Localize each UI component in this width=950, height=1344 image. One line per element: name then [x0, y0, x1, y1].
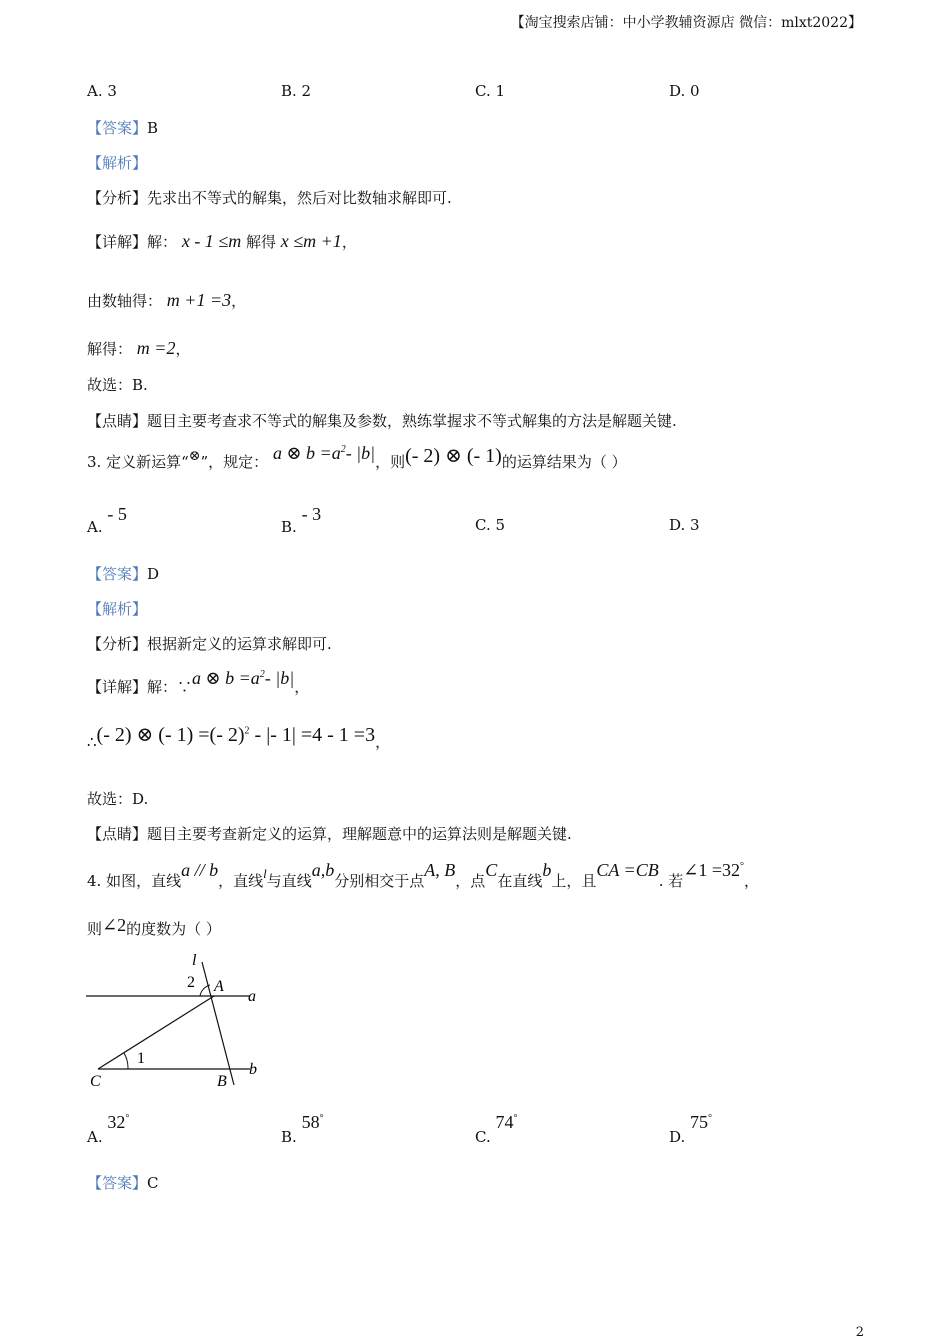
q3-computation [87, 724, 391, 753]
q2-comma: ， [341, 233, 357, 251]
q4-stem-d: 分别相交于点 [334, 872, 425, 890]
q2-detail [87, 231, 357, 252]
q4-stem-c: 与直线 [266, 872, 312, 890]
q4-option-a-label: A. [87, 1128, 103, 1146]
answer-tag: 【答案】 [87, 119, 148, 137]
page-header: 【淘宝搜索店铺：中小学教辅资源店 微信：mlxt2022】 [510, 15, 862, 31]
q4-answer-value: C [147, 1174, 159, 1192]
comment-tag: 【点睛】 [87, 825, 148, 843]
q4-parallel: a // b [181, 860, 219, 880]
q4-points-ab: A, B [424, 860, 456, 880]
therefore-symbol: ∴ [87, 733, 97, 751]
q3-answer [87, 563, 159, 584]
label-B: B [217, 1073, 227, 1090]
q4-stem2-b: 的度数为（ ） [126, 920, 221, 938]
q4-option-b-label: B. [281, 1128, 297, 1146]
q4-option-c-value: 74° [495, 1112, 518, 1132]
q4-lines-ab: a,b [311, 860, 335, 880]
q2-detail-mid: 解得 [245, 233, 276, 251]
label-a: a [248, 988, 256, 1005]
q2-fenxi [87, 187, 452, 208]
q2-option-a: A. 3 [87, 82, 117, 100]
q2-inequality: x - 1 ≤m [181, 231, 242, 251]
detail-tag: 【详解】 [87, 678, 148, 696]
q4-stem-e: ，点 [455, 872, 486, 890]
q3-answer-value: D [147, 565, 160, 583]
q3-computation-comma: ， [375, 733, 391, 751]
q4-point-c: C [485, 860, 498, 880]
q3-stem [87, 443, 627, 473]
q3-option-b-label: B. [281, 518, 297, 536]
q4-angle2: ∠2 [102, 915, 127, 935]
q4-stem-a: 4. 如图，直线 [87, 872, 182, 890]
q2-detail-prefix: 解： [147, 233, 178, 251]
q3-stem-a: 3. 定义新运算“ [87, 453, 189, 471]
q4-option-b [281, 1112, 324, 1146]
q2-option-b: B. 2 [281, 82, 312, 100]
comment-tag: 【点睛】 [87, 412, 148, 430]
q3-fenxi-text: 根据新定义的运算求解即可. [147, 635, 332, 653]
q3-fenxi [87, 633, 332, 654]
q2-comment-text: 题目主要考查求不等式的解集及参数，熟练掌握求不等式解集的方法是解题关键. [147, 412, 677, 430]
label-C: C [90, 1073, 101, 1090]
q2-eq-m: m =2 [136, 338, 176, 358]
q3-detail-prefix: 解：∵ [147, 678, 193, 696]
q4-stem2-a: 则 [87, 920, 103, 938]
q2-answer [87, 117, 158, 138]
q4-stem-line2 [87, 915, 221, 939]
q3-detail [87, 668, 310, 697]
segment-ca [98, 996, 214, 1069]
label-2: 2 [187, 974, 195, 991]
q4-option-d [669, 1112, 713, 1146]
q4-stem-h: . 若 [658, 872, 684, 890]
label-1: 1 [137, 1050, 145, 1067]
q4-option-a [87, 1112, 130, 1146]
q3-detail-comma: ， [294, 678, 310, 696]
q2-solution: x ≤m +1 [280, 231, 342, 251]
q4-option-c-label: C. [475, 1128, 491, 1146]
q2-fenxi-text: 先求出不等式的解集，然后对比数轴求解即可. [147, 189, 452, 207]
page-number: 2 [855, 1325, 864, 1340]
q4-option-d-label: D. [669, 1128, 686, 1146]
q3-definition: a ⊗ $b =a^2-$ |b| [272, 443, 376, 463]
q4-stem-g: 上，且 [551, 872, 597, 890]
q2-line3 [87, 338, 190, 359]
q4-stem-b: ，直线 [218, 872, 264, 890]
q3-expression: (- 2) ⊗ (- 1) [405, 445, 502, 467]
label-l: l [192, 952, 197, 969]
q4-ca-cb: CA =CB [596, 860, 659, 880]
q3-option-a [87, 504, 127, 537]
q3-stem-d: 的运算结果为（ ） [501, 453, 627, 471]
q2-comma2: ， [231, 292, 247, 310]
q2-line2 [87, 290, 246, 311]
q3-option-d: D. 3 [669, 516, 700, 534]
angle-1-arc [124, 1053, 128, 1069]
q4-line-b: b [542, 860, 552, 880]
q2-option-c: C. 1 [475, 82, 506, 100]
q3-comment [87, 823, 572, 844]
q3-op-symbol: ⊗ [188, 449, 201, 464]
label-b: b [249, 1061, 257, 1078]
q3-detail-definition: a ⊗ $b =a^2-$ |b| [192, 668, 295, 688]
q2-line3-prefix: 解得： [87, 340, 133, 358]
q4-option-a-value: 32° [107, 1112, 130, 1132]
answer-tag: 【答案】 [87, 1174, 148, 1192]
q4-line-l: l [263, 866, 267, 881]
q3-option-b [281, 504, 322, 537]
q3-option-a-label: A. [87, 518, 103, 536]
q4-angle1: ∠1 =32° [683, 860, 744, 880]
q4-figure [80, 945, 280, 1095]
q3-option-c: C. 5 [475, 516, 506, 534]
q4-option-b-value: 58° [301, 1112, 324, 1132]
q2-analysis-tag: 【解析】 [87, 154, 148, 172]
q2-comma3: ， [175, 340, 191, 358]
fenxi-tag: 【分析】 [87, 635, 148, 653]
q3-comment-text: 题目主要考查新定义的运算，理解题意中的运算法则是解题关键. [147, 825, 572, 843]
q2-comment [87, 410, 677, 431]
q4-option-c [475, 1112, 518, 1146]
label-A: A [214, 978, 224, 995]
q2-eq-numberline: m +1 =3 [166, 290, 232, 310]
q3-choose: 故选：D. [87, 790, 149, 808]
q2-answer-value: B [147, 119, 159, 137]
q2-choose: 故选：B. [87, 376, 148, 394]
answer-tag: 【答案】 [87, 565, 148, 583]
q4-stem-f: 在直线 [497, 872, 543, 890]
q2-option-d: D. 0 [669, 82, 700, 100]
q3-option-b-value: - 3 [301, 504, 322, 524]
q4-stem-i: ， [743, 872, 759, 890]
q3-stem-b: ”，规定： [200, 453, 269, 471]
q4-answer [87, 1172, 159, 1193]
detail-tag: 【详解】 [87, 233, 148, 251]
fenxi-tag: 【分析】 [87, 189, 148, 207]
q3-option-a-value: - 5 [107, 504, 127, 524]
q4-option-d-value: 75° [690, 1112, 713, 1132]
q3-stem-c: ，则 [375, 453, 406, 471]
q3-analysis-tag: 【解析】 [87, 600, 148, 618]
q4-stem [87, 860, 759, 891]
q2-line2-prefix: 由数轴得： [87, 292, 163, 310]
q3-computation-expr: (- 2) ⊗ (- 1) =(- 2)$^2$ - |- 1| =4 - 1 =3 [96, 724, 376, 746]
